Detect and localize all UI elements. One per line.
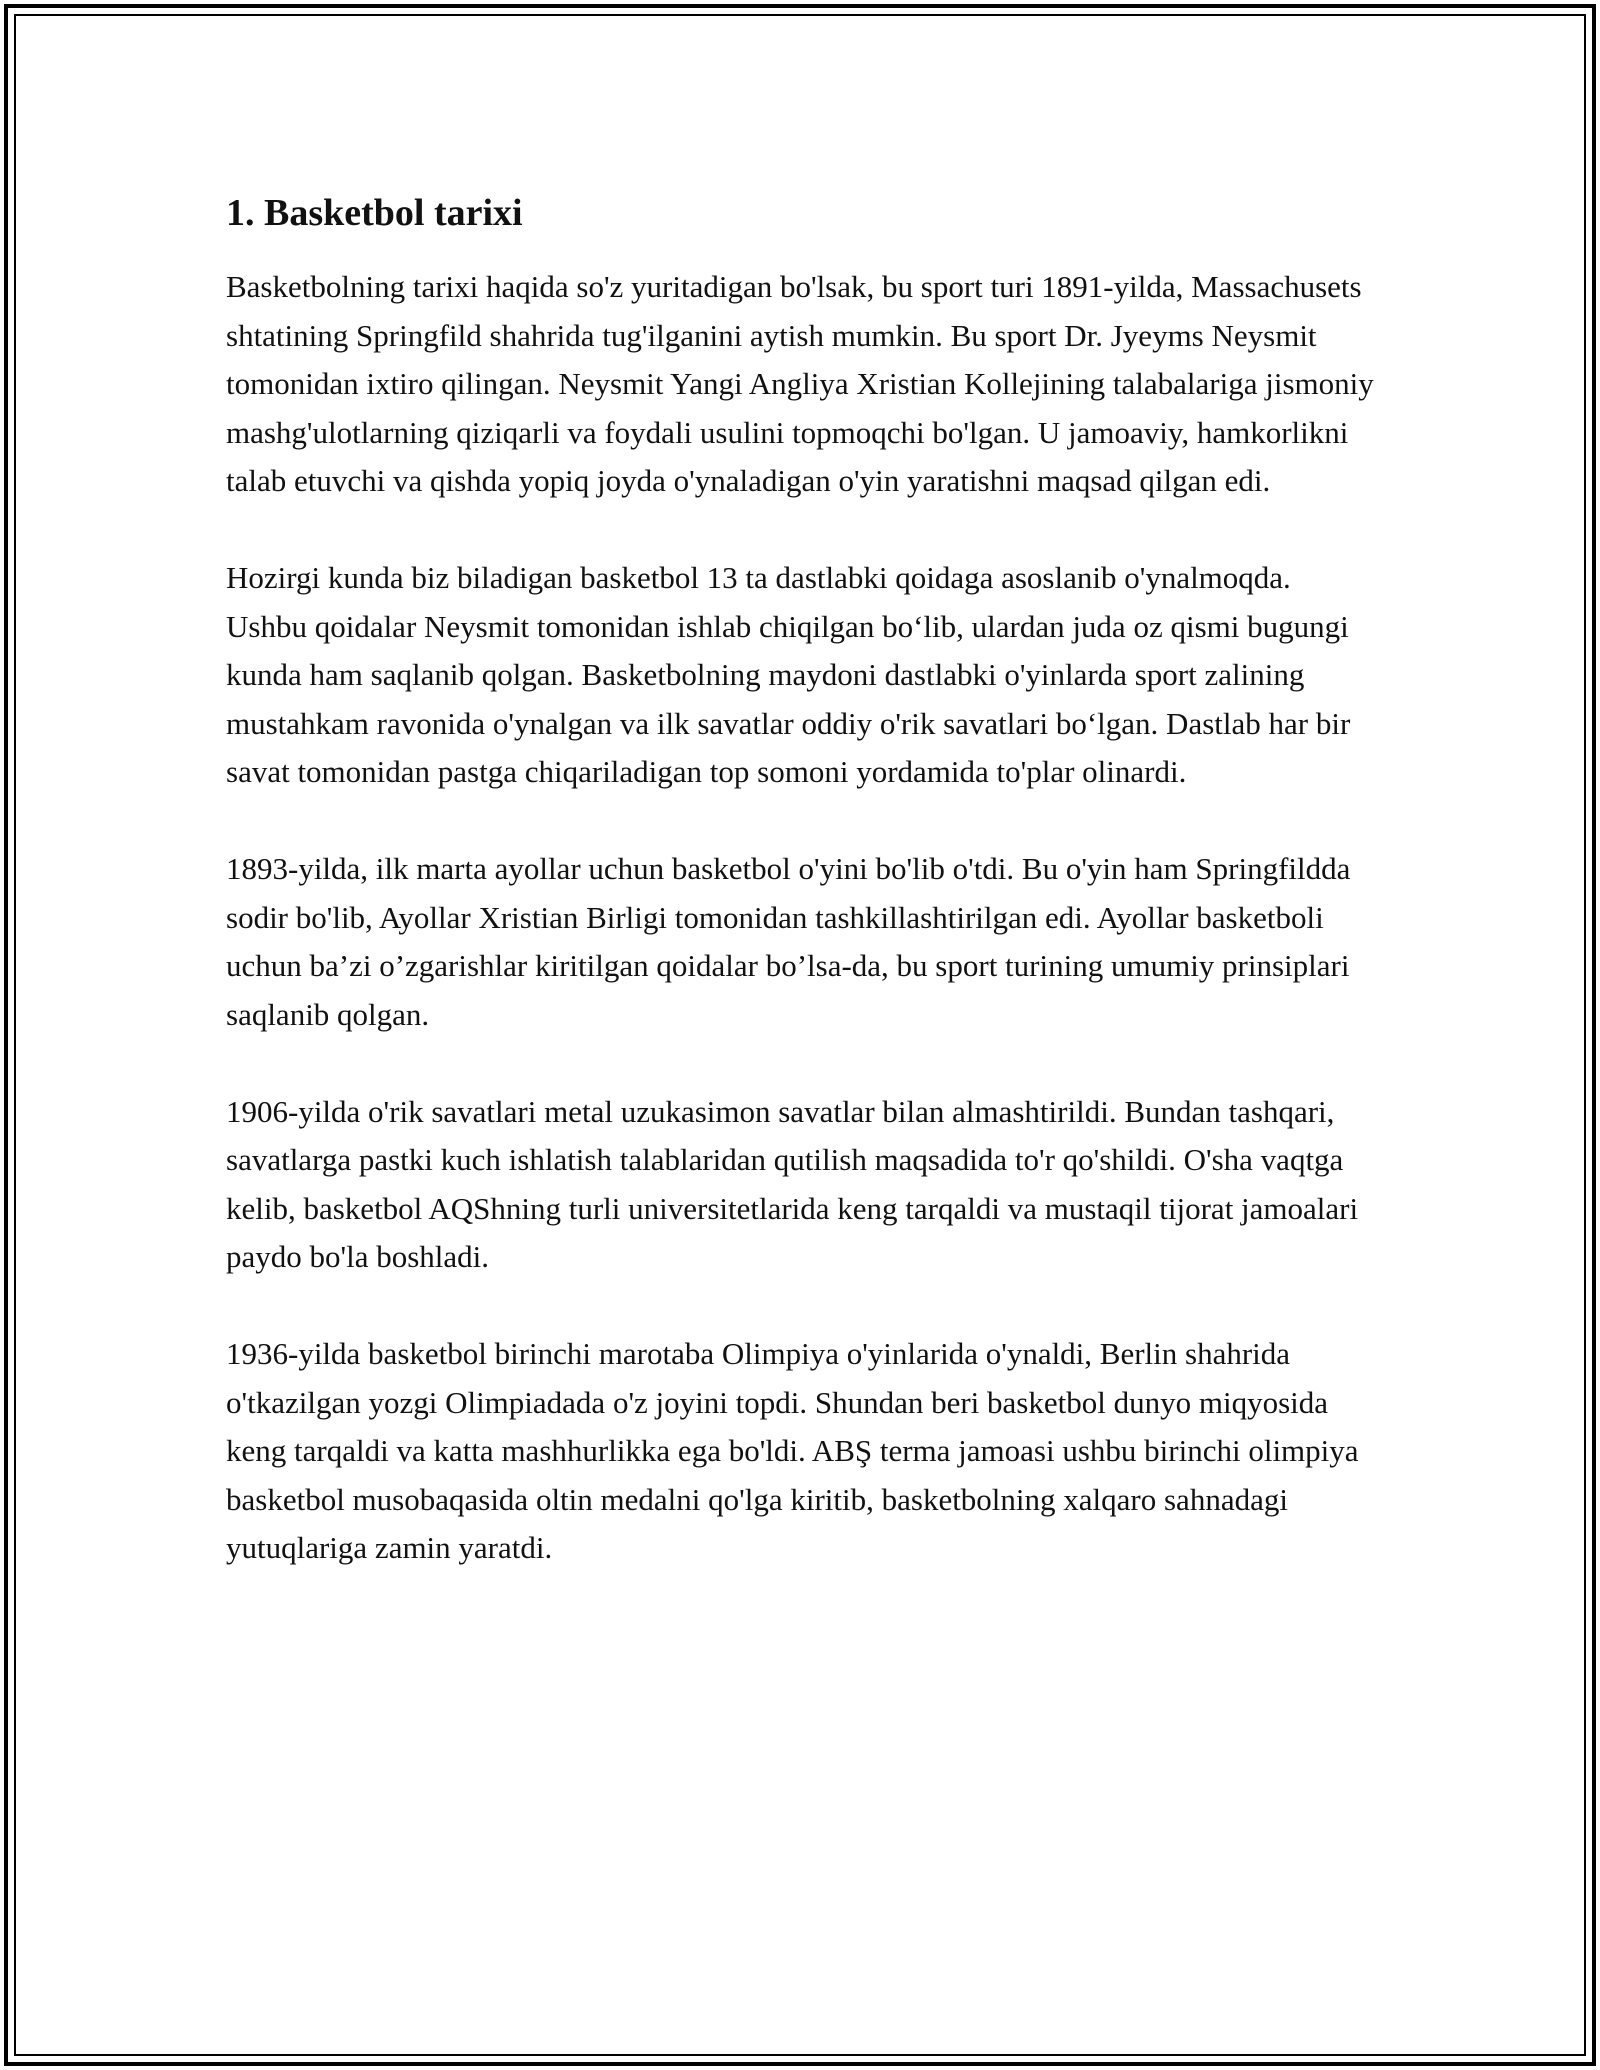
paragraph-rules: Hozirgi kunda biz biladigan basketbol 13 ta dastlabki qoidaga asoslanib o'ynalmoqda. Ushbu qoidalar Neysmit tomonidan ishlab chiqilgan bo‘lib, ulardan juda oz qismi bugungi kunda ham saqlanib qolgan. Basketbolning maydoni dastlabki o'yinlarda sport zalining mustahkam ravonida o'ynalgan va ilk savatlar oddiy o'rik savatlari bo‘lgan. Dastlab har bir savat tomonidan pastga chiqariladigan top somoni yordamida to'plar olinardi.	[226, 560, 1351, 789]
paragraph-origin: Basketbolning tarixi haqida so'z yuritadigan bo'lsak, bu sport turi 1891-yilda, Massachusets shtatining Springfild shahrida tug'ilganini aytish mumkin. Bu sport Dr. Jyeyms Neysmit tomonidan ixtiro qilingan. Neysmit Yangi Angliya Xristian Kollejining talabalariga jismoniy mashg'ulotlarning qiziqarli va foydali usulini topmoqchi bo'lgan. U jamoaviy, hamkorlikni talab etuvchi va qishda yopiq joyda o'ynaladigan o'yin yaratishni maqsad qilgan edi.	[226, 269, 1374, 498]
document-body	[226, 185, 1376, 1621]
paragraph-metal-baskets: 1906-yilda o'rik savatlari metal uzukasimon savatlar bilan almashtirildi. Bundan tashqari, savatlarga pastki kuch ishlatish talablaridan qutilish maqsadida to'r qo'shildi. O'sha vaqtga kelib, basketbol AQShning turli universitetlarida keng tarqaldi va mustaqil tijorat jamoalari paydo bo'la boshladi.	[226, 1093, 1359, 1274]
paragraph-olympics: 1936-yilda basketbol birinchi marotaba Olimpiya o'yinlarida o'ynaldi, Berlin shahrida o'tkazilgan yozgi Olimpiadada o'z joyini topdi. Shundan beri basketbol dunyo miqyosida keng tarqaldi va katta mashhurlikka ega bo'ldi. ABŞ terma jamoasi ushbu birinchi olimpiya basketbol musobaqasida oltin medalni qo'lga kiritib, basketbolning xalqaro sahnadagi yutuqlariga zamin yaratdi.	[226, 1336, 1359, 1565]
section-heading: 1. Basketbol tarixi	[226, 192, 523, 234]
paragraph-women-basketball: 1893-yilda, ilk marta ayollar uchun basketbol o'yini bo'lib o'tdi. Bu o'yin ham Springfildda sodir bo'lib, Ayollar Xristian Birligi tomonidan tashkillashtirilgan edi. Ayollar basketboli uchun ba’zi o’zgarishlar kiritilgan qoidalar bo’lsa-da, bu sport turining umumiy prinsiplari saqlanib qolgan.	[226, 851, 1351, 1032]
